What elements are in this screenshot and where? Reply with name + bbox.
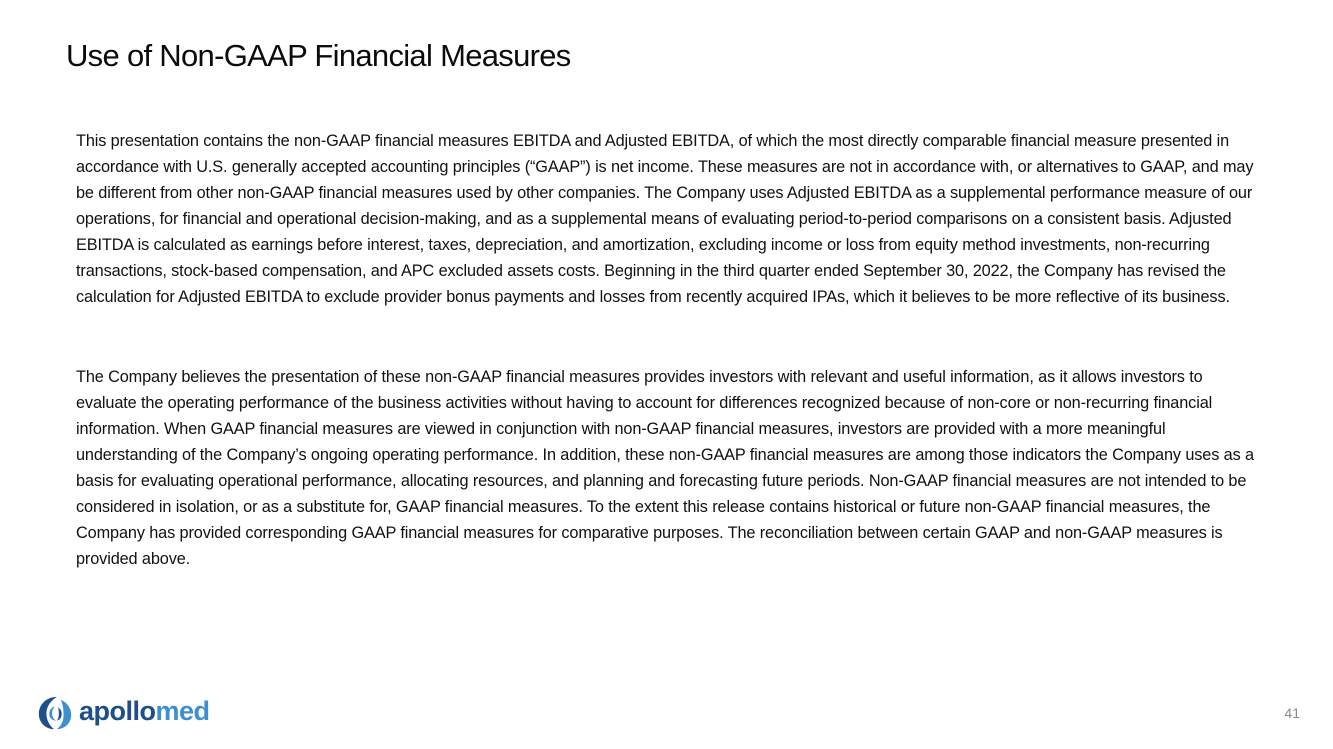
page-number: 41	[1284, 705, 1300, 721]
page-title: Use of Non-GAAP Financial Measures	[66, 38, 571, 73]
paragraph-non-gaap-usefulness: The Company believes the presentation of these non-GAAP financial measures provides investors with relevant and useful information, as it allows investors to evaluate the operating performance of the business activities without having to account for differences recognized because of non-core or non-recurring financial information. When GAAP financial measures are viewed in conjunction with non-GAAP financial measures, investors are provided with a more meaningful understanding of the Company’s ongoing operating performance. In addition, these non-GAAP financial measures are among those indicators the Company uses as a basis for evaluating operational performance, allocating resources, and planning and forecasting future periods. Non-GAAP financial measures are not intended to be considered in isolation, or as a substitute for, GAAP financial measures. To the extent this release contains historical or future non-GAAP financial measures, the Company has provided corresponding GAAP financial measures for comparative purposes. The reconciliation between certain GAAP and non-GAAP measures is provided above.	[76, 368, 1254, 568]
logo-wordmark-med: med	[155, 695, 210, 726]
logo-wordmark-apollo: apollo	[79, 695, 156, 726]
body-text	[76, 128, 1256, 572]
logo-wordmark	[79, 695, 210, 726]
apollomed-swirl-icon	[36, 694, 74, 732]
paragraph-ebitda-definition: This presentation contains the non-GAAP financial measures EBITDA and Adjusted EBITDA, of which the most directly comparable financial measure presented in accordance with U.S. generally accepted accounting principles (“GAAP”) is net income. These measures are not in accordance with, or alternatives to GAAP, and may be different from other non-GAAP financial measures used by other companies. The Company uses Adjusted EBITDA as a supplemental performance measure of our operations, for financial and operational decision-making, and as a supplemental means of evaluating period-to-period comparisons on a consistent basis. Adjusted EBITDA is calculated as earnings before interest, taxes, depreciation, and amortization, excluding income or loss from equity method investments, non-recurring transactions, stock-based compensation, and APC excluded assets costs. Beginning in the third quarter ended September 30, 2022, the Company has revised the calculation for Adjusted EBITDA to exclude provider bonus payments and losses from recently acquired IPAs, which it believes to be more reflective of its business.	[76, 132, 1254, 306]
company-logo	[36, 693, 210, 733]
